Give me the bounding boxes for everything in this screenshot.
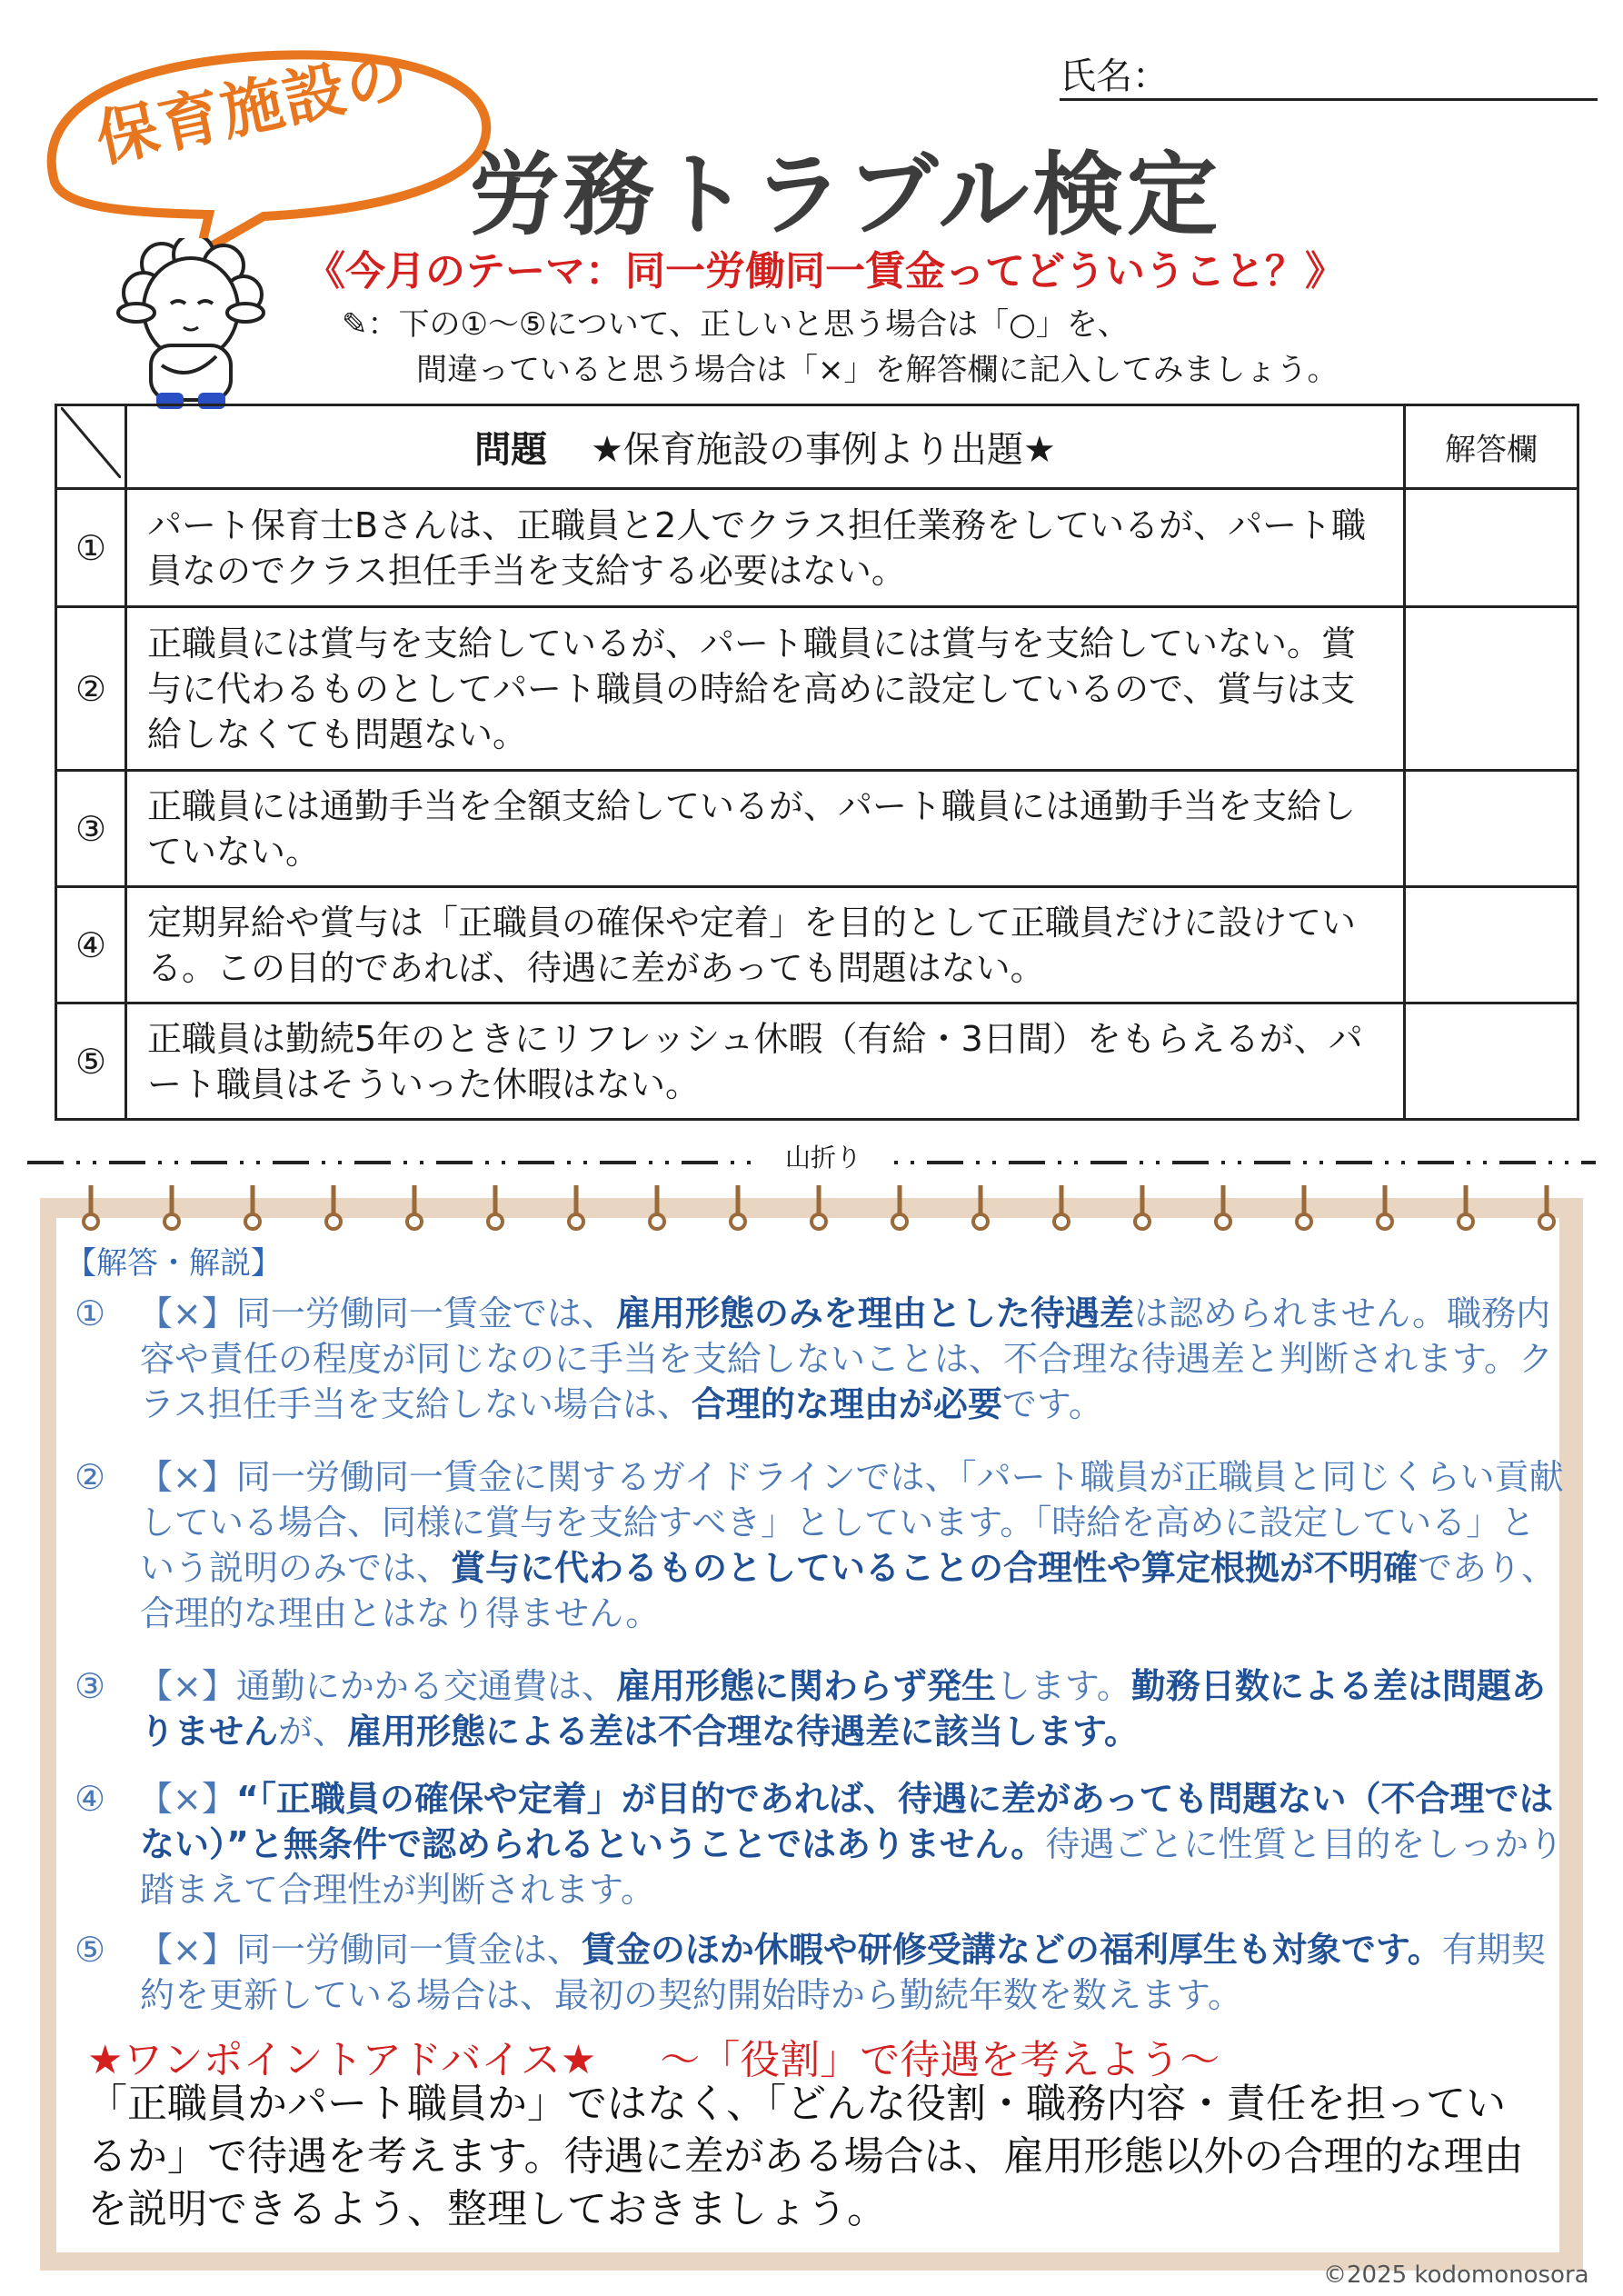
binder-ring-icon (326, 1185, 341, 1229)
row-number: ① (56, 489, 126, 607)
name-field-line[interactable] (1060, 98, 1598, 101)
answer-cell[interactable] (1405, 771, 1578, 887)
binder-ring-icon (1459, 1185, 1473, 1229)
binder-ring-icon (569, 1185, 583, 1229)
tip-title: ★ワンポイントアドバイス★ (87, 2037, 597, 2083)
sheep-mascot-icon (107, 238, 273, 411)
binder-ring-icon (245, 1185, 260, 1229)
monthly-theme: 《今月のテーマ：同一労働同一賃金ってどういうこと？》 (305, 248, 1345, 294)
instruction-line-2: 間違っていると思う場合は「×」を解答欄に記入してみましょう。 (416, 352, 1339, 388)
answer-cell[interactable] (1405, 1003, 1578, 1120)
binder-ring-icon (1054, 1185, 1069, 1229)
binder-ring-icon (488, 1185, 503, 1229)
answer-text (140, 1776, 1565, 1912)
answer-item-5 (75, 1927, 1565, 2018)
answer-text-segment: します。 (995, 1666, 1131, 1706)
answer-text-segment: は認められません。職務内容や責任の程度が同じなのに手当を支給しないことは、不合理な待遇差と判断されます。クラス担任手当を支給しない場合は、 (140, 1293, 1553, 1424)
table-row (56, 489, 1578, 607)
row-question: 正職員には通勤手当を全額支給しているが、パート職員には通勤手当を支給していない。 (126, 771, 1405, 887)
row-question: パート保育士Bさんは、正職員と2人でクラス担任業務をしているが、パート職員なのでクラス担任手当を支給する必要はない。 (126, 489, 1405, 607)
row-number: ② (56, 607, 126, 771)
question-table (55, 404, 1579, 1121)
answers-heading: 【解答・解説】 (65, 1245, 282, 1282)
answer-item-1 (75, 1291, 1565, 1427)
answer-item-4 (75, 1776, 1565, 1912)
question-header-label: 問題 (474, 429, 548, 471)
binder-ring-icon (84, 1185, 98, 1229)
table-row (56, 771, 1578, 887)
row-question: 正職員は勤続5年のときにリフレッシュ休暇（有給・3日間）をもらえるが、パート職員はそういった休暇はない。 (126, 1003, 1405, 1120)
answer-text-bold: 雇用形態のみを理由とした待遇差 (615, 1293, 1134, 1333)
answer-text (140, 1663, 1565, 1754)
answer-text-segment: です。 (1001, 1384, 1103, 1424)
question-header (126, 405, 1405, 489)
fold-label: 山折り (763, 1138, 883, 1174)
instruction-line-1: ✎：下の①～⑤について、正しいと思う場合は「○」を、 (342, 306, 1129, 343)
binder-ring-icon (1539, 1185, 1554, 1229)
answer-text-segment: 待遇ごとに性質と目的をしっかり踏まえて合理性が判断されます。 (140, 1824, 1564, 1910)
answer-number: ④ (75, 1779, 106, 1819)
answer-cell[interactable] (1405, 887, 1578, 1003)
tip-subtitle: ～「役割」で待遇を考えよう～ (660, 2037, 1220, 2083)
answer-text-segment: 【×】 (138, 1779, 236, 1819)
bubble-text: 保育施設の (90, 39, 416, 176)
binder-ring-icon (1378, 1185, 1392, 1229)
answer-item-3 (75, 1663, 1565, 1754)
table-row (56, 607, 1578, 771)
binder-rings-icon (73, 1182, 1563, 1233)
answer-text-bold: 合理的な理由が必要 (691, 1384, 1002, 1424)
answer-item-2 (75, 1454, 1565, 1636)
answer-text-bold: 勤務日数による差は問題ありません (140, 1666, 1546, 1752)
answer-text-segment: 【×】通勤にかかる交通費は、 (138, 1666, 616, 1706)
answer-text-bold: 雇用形態による差は不合理な待遇差に該当します。 (347, 1712, 1139, 1752)
tip-body: 「正職員かパート職員か」ではなく、「どんな役割・職務内容・責任を担っているか」で待遇を考えます。待遇に差がある場合は、雇用形態以外の合理的な理由を説明できるよう、整理しておきましょう。 (87, 2081, 1524, 2232)
binder-ring-icon (892, 1185, 907, 1229)
binder-ring-icon (407, 1185, 422, 1229)
answer-text-bold: 賞与に代わるものとしていることの合理性や算定根拠が不明確 (451, 1548, 1419, 1588)
binder-ring-icon (1135, 1185, 1150, 1229)
answer-text-bold: 雇用形態に関わらず発生 (615, 1666, 996, 1706)
answer-number: ⑤ (75, 1930, 106, 1970)
row-number: ④ (56, 887, 126, 1003)
binder-ring-icon (1216, 1185, 1230, 1229)
row-number: ③ (56, 771, 126, 887)
answer-number: ③ (75, 1666, 106, 1706)
table-row (56, 887, 1578, 1003)
binder-ring-icon (650, 1185, 664, 1229)
answer-text-segment: 【×】同一労働同一賃金では、 (138, 1293, 616, 1333)
question-header-subtitle: ★保育施設の事例より出題★ (591, 429, 1056, 471)
row-number: ⑤ (56, 1003, 126, 1120)
answer-text-segment: 【×】同一労働同一賃金に関するガイドラインでは、「パート職員が正職員と同じくらい貢献している場合、同様に賞与を支給すべき」としています。「時給を高めに設定している」という説明のみでは、 (138, 1457, 1564, 1588)
binder-ring-icon (731, 1185, 745, 1229)
instructions (342, 302, 1339, 393)
name-label: 氏名： (1060, 55, 1169, 97)
row-question: 定期昇給や賞与は「正職員の確保や定着」を目的として正職員だけに設けている。この目的であれば、待遇に差があっても問題はない。 (126, 887, 1405, 1003)
row-question: 正職員には賞与を支給しているが、パート職員には賞与を支給していない。賞与に代わるものとしてパート職員の時給を高めに設定しているので、賞与は支給しなくても問題ない。 (126, 607, 1405, 771)
table-header-row (56, 405, 1578, 489)
answer-text-segment: であり、合理的な理由とはなり得ません。 (140, 1548, 1557, 1633)
diagonal-line-icon (61, 407, 121, 478)
answer-text (140, 1291, 1565, 1427)
binder-ring-icon (164, 1185, 179, 1229)
corner-cell (56, 405, 126, 489)
binder-ring-icon (812, 1185, 826, 1229)
binder-ring-icon (973, 1185, 988, 1229)
answer-text-bold: “「正職員の確保や定着」が目的であれば、待遇に差があっても問題ない（不合理ではない）”と無条件で認められるということではありません。 (140, 1779, 1554, 1864)
answer-header: 解答欄 (1405, 405, 1578, 489)
answer-text (140, 1927, 1565, 2018)
answer-cell[interactable] (1405, 607, 1578, 771)
answer-text-segment: 【×】同一労働同一賃金は、 (138, 1930, 582, 1970)
answer-text-segment: 有期契約を更新している場合は、最初の契約開始時から勤続年数を数えます。 (140, 1930, 1546, 2015)
copyright: ©2025 kodomonosora (1323, 2261, 1589, 2289)
binder-ring-icon (1297, 1185, 1311, 1229)
answer-text-bold: 賃金のほか休暇や研修受講などの福利厚生も対象です。 (581, 1930, 1442, 1970)
page-title: 労務トラブル検定 (469, 142, 1221, 248)
answer-cell[interactable] (1405, 489, 1578, 607)
tip-heading (87, 2027, 1220, 2085)
answer-text (140, 1454, 1565, 1636)
answer-text-segment: が、 (278, 1712, 348, 1752)
answer-number: ① (75, 1293, 106, 1333)
answer-number: ② (75, 1457, 106, 1497)
table-row (56, 1003, 1578, 1120)
